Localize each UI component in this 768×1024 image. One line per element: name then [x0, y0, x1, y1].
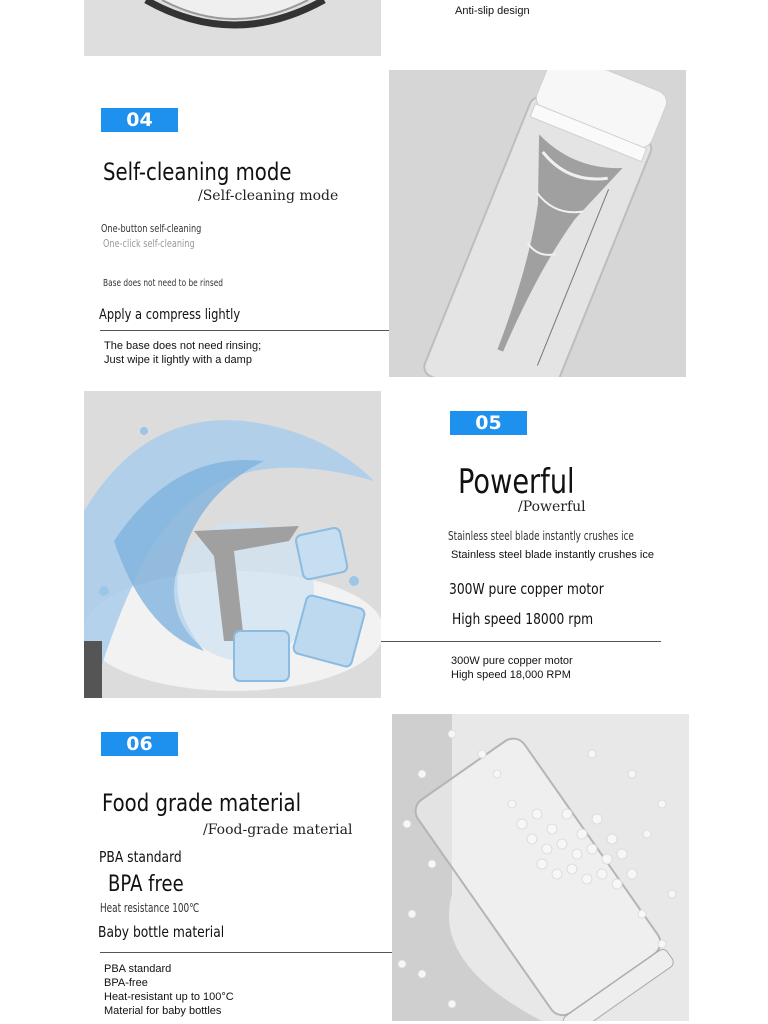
detail-line: Heat-resistant up to 100°C: [104, 991, 234, 1003]
section-title: Powerful: [458, 462, 575, 502]
section-number-badge: 04: [101, 108, 178, 132]
section-number-badge: 06: [101, 732, 178, 756]
feature-line: PBA standard: [99, 848, 182, 866]
section-title: Self-cleaning mode: [103, 158, 292, 186]
feature-line: Heat resistance 100℃: [100, 901, 200, 915]
feature-line-english: Stainless steel blade instantly crushes ice: [451, 549, 654, 561]
feature-line: 300W pure copper motor: [449, 580, 604, 598]
feature-line: Base does not need to be rinsed: [103, 278, 223, 289]
section-subtitle: /Self-cleaning mode: [198, 188, 339, 204]
feature-line-shadow: One-click self-cleaning: [103, 237, 195, 250]
section-subtitle: /Food-grade material: [203, 822, 353, 838]
feature-line: Stainless steel blade instantly crushes ice: [448, 529, 634, 543]
section-subtitle: /Powerful: [518, 499, 586, 515]
detail-line: Just wipe it lightly with a damp: [104, 354, 252, 366]
water-vortex-bottle-photo-icon: [389, 70, 686, 377]
feature-line: Baby bottle material: [98, 923, 225, 941]
anti-slip-caption: Anti-slip design: [455, 5, 530, 17]
detail-line: 300W pure copper motor: [451, 655, 573, 667]
detail-line: The base does not need rinsing;: [104, 340, 262, 352]
lid-photo: [84, 0, 381, 56]
beads-photo: [392, 714, 689, 1021]
feature-line: One-button self-cleaning: [101, 222, 202, 235]
divider-line: [381, 641, 661, 642]
feature-line: Apply a compress lightly: [99, 307, 241, 323]
bottle-beads-photo-icon: [392, 714, 689, 1021]
bottle-lid-photo-icon: [84, 0, 381, 56]
water-splash-blade-photo-icon: [84, 391, 381, 698]
detail-line: BPA-free: [104, 977, 148, 989]
feature-line: High speed 18000 rpm: [452, 610, 594, 628]
detail-line: Material for baby bottles: [104, 1005, 222, 1017]
detail-line: High speed 18,000 RPM: [451, 669, 571, 681]
detail-line: PBA standard: [104, 963, 172, 975]
divider-line: [100, 952, 392, 953]
splash-photo: [84, 391, 381, 698]
section-number-badge: 05: [450, 411, 527, 435]
feature-line-emphasis: BPA free: [108, 872, 184, 897]
divider-line: [100, 330, 390, 331]
vortex-photo: [389, 70, 686, 377]
section-title: Food grade material: [102, 789, 302, 817]
